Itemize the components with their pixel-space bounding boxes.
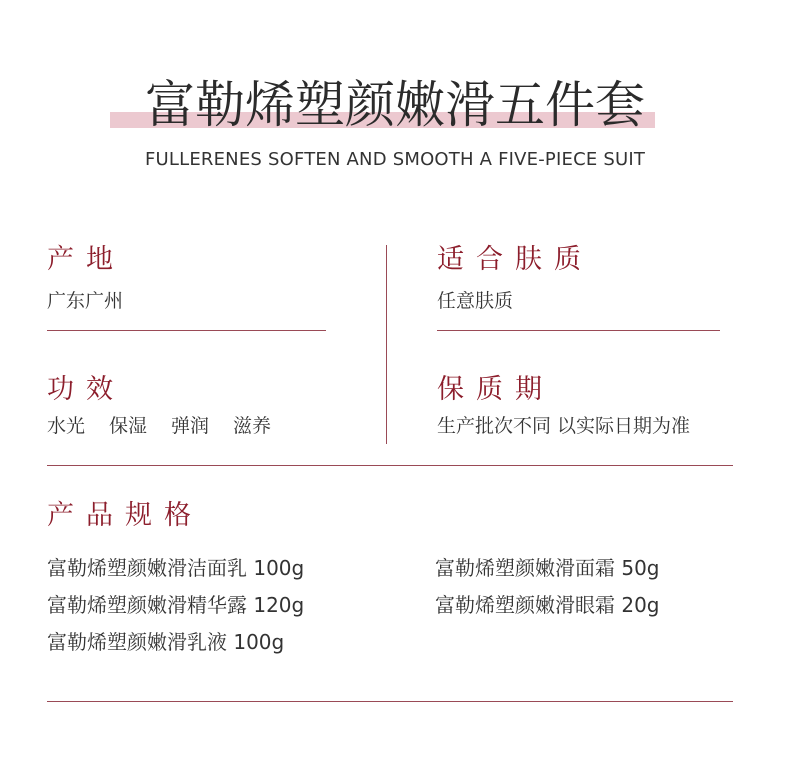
spec-item: 富勒烯塑颜嫩滑面霜 50g <box>435 556 660 580</box>
spec-item: 富勒烯塑颜嫩滑精华露 120g <box>47 593 305 617</box>
effect-item: 弹润 <box>171 415 210 437</box>
column-divider <box>386 245 387 444</box>
page-subtitle: FULLERENES SOFTEN AND SMOOTH A FIVE-PIECE SUIT <box>144 149 646 170</box>
title-block <box>0 72 790 138</box>
effect-item: 保湿 <box>109 415 148 437</box>
page-title: 富勒烯塑颜嫩滑五件套 <box>145 76 645 134</box>
spec-item: 富勒烯塑颜嫩滑洁面乳 100g <box>47 556 305 580</box>
effect-item: 水光 <box>47 415 86 437</box>
skin-type-heading: 适合肤质 <box>437 244 593 275</box>
section-divider <box>47 465 733 466</box>
origin-divider <box>47 330 326 331</box>
shelf-life-value: 生产批次不同 以实际日期为准 <box>437 415 691 437</box>
effects-list <box>47 413 295 439</box>
effects-heading: 功效 <box>47 374 125 405</box>
spec-item: 富勒烯塑颜嫩滑眼霜 20g <box>435 593 660 617</box>
effect-item: 滋养 <box>233 415 272 437</box>
skin-type-value: 任意肤质 <box>437 290 514 312</box>
origin-heading: 产地 <box>47 244 125 275</box>
origin-value: 广东广州 <box>47 290 124 312</box>
bottom-divider <box>47 701 733 702</box>
skin-type-divider <box>437 330 720 331</box>
specs-heading: 产品规格 <box>47 500 203 531</box>
shelf-life-heading: 保质期 <box>437 374 554 405</box>
spec-item: 富勒烯塑颜嫩滑乳液 100g <box>47 630 285 654</box>
